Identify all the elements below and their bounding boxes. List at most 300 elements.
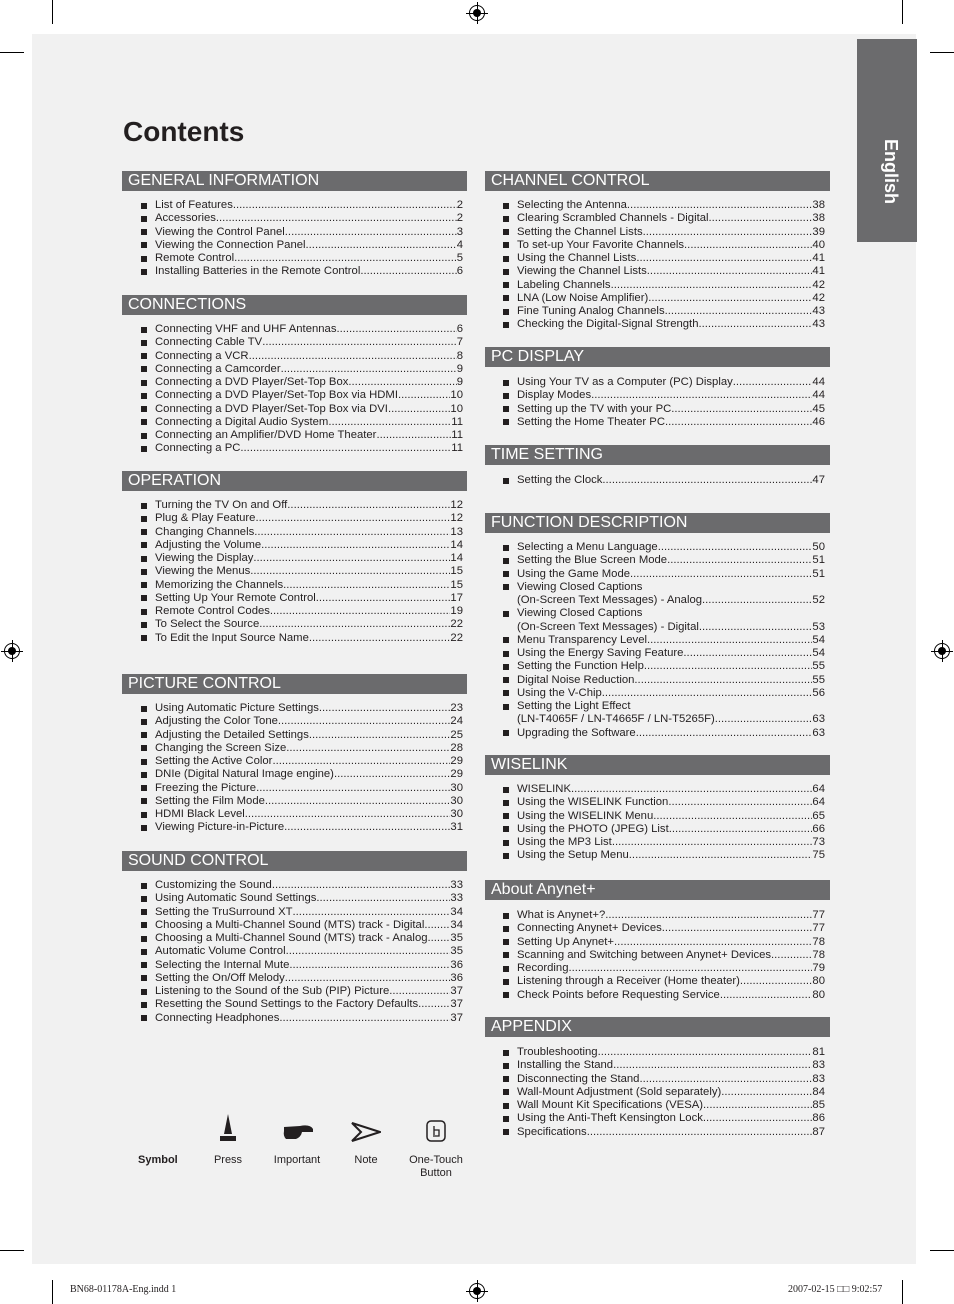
toc-page-number: 9 [456, 376, 463, 388]
toc-page-number: 24 [450, 715, 463, 728]
toc-entry-title: Setting the TruSurround XT [155, 905, 293, 918]
toc-entry[interactable] [141, 906, 463, 919]
toc-entry[interactable] [141, 892, 463, 905]
toc-page-number: 30 [450, 808, 463, 820]
language-tab [857, 39, 917, 242]
toc-entry[interactable] [141, 552, 463, 565]
toc-page-number: 37 [450, 998, 463, 1011]
toc-entry[interactable] [503, 265, 825, 278]
dot-leader [629, 849, 813, 862]
toc-entry-title: Plug & Play Feature [155, 512, 256, 525]
toc-entry[interactable] [503, 783, 825, 796]
section-heading: TIME SETTING [485, 445, 830, 465]
toc-page-number: 6 [456, 323, 463, 335]
section-heading: PC DISPLAY [485, 347, 830, 367]
dot-leader [698, 318, 812, 331]
toc-entry[interactable] [141, 579, 463, 592]
toc-entry[interactable] [503, 687, 825, 700]
toc-entry[interactable] [503, 607, 825, 634]
toc-page-number: 54 [812, 633, 825, 646]
dot-leader [254, 526, 450, 539]
crop-mark [930, 52, 954, 53]
registration-mark-icon [4, 643, 20, 659]
toc-page-number: 29 [450, 755, 463, 767]
toc-entry[interactable] [141, 795, 463, 808]
toc-page-number: 39 [812, 225, 825, 238]
dot-leader [319, 702, 451, 715]
toc-page-number: 64 [812, 796, 825, 809]
toc-page-number: 56 [812, 686, 825, 699]
toc-entry-title: Setting Up Anynet+ [517, 935, 615, 948]
section-heading: CHANNEL CONTROL [485, 171, 830, 191]
dot-leader [306, 239, 457, 252]
toc-entry[interactable] [141, 226, 463, 239]
toc-entry-title: Connecting VHF and UHF Antennas [155, 323, 337, 335]
toc-entry-title: To Edit the Input Source Name [155, 631, 309, 644]
section-heading: CONNECTIONS [122, 295, 467, 315]
toc-page-number: 53 [812, 620, 825, 633]
toc-entry-title: Installing the Stand [517, 1059, 614, 1072]
toc-entry[interactable] [141, 755, 463, 768]
dot-leader [771, 949, 812, 962]
toc-entry[interactable] [141, 212, 463, 225]
toc-page-number: 83 [812, 1072, 825, 1085]
dot-leader [284, 821, 450, 834]
toc-page-number: 17 [450, 591, 463, 604]
dot-leader [424, 919, 450, 932]
toc-entry-title-line1: Viewing Closed Captions [517, 580, 643, 593]
toc-entry[interactable] [503, 1046, 825, 1059]
toc-entry-title: Connecting an Amplifier/DVD Home Theater [155, 429, 377, 441]
toc-entry-title: Wall Mount Kit Specifications (VESA) [517, 1099, 704, 1111]
dot-leader [256, 782, 450, 795]
dot-leader [245, 808, 451, 821]
toc-entry[interactable] [503, 700, 825, 727]
toc-list [141, 323, 463, 456]
dot-leader [683, 647, 812, 660]
toc-entry-title: Connecting a DVD Player/Set-Top Box [155, 376, 349, 388]
toc-entry[interactable] [503, 1073, 825, 1086]
toc-page-number: 45 [812, 402, 825, 415]
toc-entry-title: Connecting a Digital Audio System [155, 415, 329, 428]
toc-entry-title: Selecting the Internal Mute [155, 958, 290, 971]
toc-entry-title: Checking the Digital-Signal Strength [517, 318, 699, 331]
toc-entry[interactable] [141, 389, 463, 402]
toc-entry-title: Check Points before Requesting Service [517, 988, 720, 1001]
section-heading: FUNCTION DESCRIPTION [485, 513, 830, 533]
toc-entry[interactable] [503, 389, 825, 402]
section-heading: WISELINK [485, 755, 830, 775]
toc-entry[interactable] [141, 821, 463, 834]
toc-entry-title: Troubleshooting [517, 1046, 598, 1058]
toc-entry[interactable] [141, 715, 463, 728]
toc-page-number: 7 [456, 336, 463, 349]
toc-entry-title: Setting the Film Mode [155, 794, 265, 807]
dot-leader [602, 474, 812, 487]
legend-label: One-Touch Button [409, 1154, 463, 1179]
crop-mark [930, 1250, 954, 1251]
toc-list [503, 541, 825, 740]
toc-list [141, 199, 463, 279]
toc-entry-title: Choosing a Multi-Channel Sound (MTS) track - Digital [155, 918, 425, 931]
toc-entry[interactable] [503, 975, 825, 988]
toc-entry-title: Listening through a Receiver (Home theater) [517, 975, 740, 988]
toc-entry[interactable] [503, 226, 825, 239]
toc-entry[interactable] [141, 363, 463, 376]
toc-entry[interactable] [141, 565, 463, 578]
toc-page-number: 65 [812, 809, 825, 822]
toc-entry-title: Connecting a PC [155, 442, 241, 455]
toc-entry-title-line2: (On-Screen Text Messages) - Digital [517, 620, 699, 633]
toc-entry-title [517, 700, 715, 727]
dot-leader [418, 998, 450, 1011]
toc-entry[interactable] [503, 989, 825, 1002]
toc-entry[interactable] [503, 810, 825, 823]
toc-entry[interactable] [503, 1126, 825, 1139]
toc-entry[interactable] [141, 323, 463, 336]
dot-leader [309, 632, 451, 645]
dot-leader [388, 403, 450, 416]
toc-entry[interactable] [141, 605, 463, 618]
toc-entry[interactable] [503, 727, 825, 740]
dot-leader [569, 962, 813, 975]
toc-entry[interactable] [503, 252, 825, 265]
dot-leader [255, 512, 450, 525]
toc-page-number: 42 [812, 278, 825, 291]
dot-leader [733, 376, 813, 389]
toc-entry-title: Viewing Picture-in-Picture [155, 821, 285, 834]
dot-leader [684, 239, 812, 252]
dot-leader [262, 336, 457, 349]
toc-page-number: 73 [812, 836, 825, 848]
dot-leader [279, 1012, 450, 1025]
toc-entry[interactable] [141, 985, 463, 998]
toc-page-number: 40 [812, 238, 825, 251]
dot-leader [287, 499, 450, 512]
toc-entry[interactable] [503, 212, 825, 225]
toc-entry[interactable] [141, 429, 463, 442]
toc-page-number: 2 [456, 212, 463, 225]
toc-page-number: 8 [456, 349, 463, 362]
toc-entry[interactable] [503, 962, 825, 975]
toc-page-number: 86 [812, 1112, 825, 1125]
crop-mark [52, 0, 53, 24]
toc-entry-title: Using the Anti-Theft Kensington Lock [517, 1112, 703, 1125]
dot-leader [636, 252, 812, 265]
dot-leader [571, 783, 812, 796]
toc-entry[interactable] [141, 442, 463, 455]
toc-entry-title: Setting up the TV with your PC [517, 402, 672, 415]
toc-page-number: 12 [450, 512, 463, 525]
toc-entry[interactable] [141, 252, 463, 265]
section-heading: OPERATION [122, 471, 467, 491]
toc-entry[interactable] [503, 634, 825, 647]
dot-leader [309, 729, 451, 742]
dot-leader [428, 932, 451, 945]
toc-entry-title: HDMI Black Level [155, 808, 245, 820]
toc-entry-title: Connecting a DVD Player/Set-Top Box via DVI [155, 402, 388, 415]
toc-entry[interactable] [503, 376, 825, 389]
toc-entry[interactable] [141, 592, 463, 605]
dot-leader [721, 1086, 812, 1099]
toc-entry[interactable] [141, 945, 463, 958]
toc-entry-title: WISELINK [517, 783, 571, 795]
toc-entry-title: Adjusting the Color Tone [155, 715, 278, 728]
dot-leader [360, 265, 456, 278]
toc-entry[interactable] [141, 265, 463, 278]
toc-entry[interactable] [503, 922, 825, 935]
toc-entry-title: Setting the Active Color [155, 755, 273, 767]
toc-entry[interactable] [141, 729, 463, 742]
toc-entry[interactable] [141, 919, 463, 932]
toc-page-number: 77 [812, 909, 825, 921]
toc-entry[interactable] [141, 539, 463, 552]
footer-file-name: BN68-01178A-Eng.indd 1 [70, 1284, 177, 1295]
toc-entry-title: Specifications [517, 1125, 587, 1138]
toc-entry-title-line2: (LN-T4065F / LN-T4665F / LN-T5265F) [517, 713, 715, 726]
important-hand-icon [282, 1122, 314, 1140]
toc-entry-title: Connecting Cable TV [155, 336, 263, 349]
dot-leader [653, 810, 812, 823]
toc-entry-title: Using the WISELINK Menu [517, 809, 654, 822]
toc-entry[interactable] [141, 416, 463, 429]
toc-entry[interactable] [503, 581, 825, 608]
toc-page-number: 42 [812, 291, 825, 304]
dot-leader [234, 252, 457, 265]
toc-page-number: 2 [456, 199, 463, 211]
toc-entry[interactable] [503, 292, 825, 305]
section-heading: SOUND CONTROL [122, 851, 467, 871]
toc-entry[interactable] [141, 239, 463, 252]
dot-leader [285, 226, 457, 239]
dot-leader [665, 305, 813, 318]
toc-entry[interactable] [503, 554, 825, 567]
toc-entry-title: Changing the Screen Size [155, 741, 287, 754]
toc-entry-title: Listening to the Sound of the Sub (PIP) Picture [155, 985, 390, 997]
legend-label: Press [213, 1154, 243, 1166]
dot-leader [699, 621, 813, 634]
toc-entry[interactable] [503, 199, 825, 212]
dot-leader [398, 389, 450, 402]
toc-page-number: 55 [812, 673, 825, 686]
toc-entry[interactable] [503, 318, 825, 331]
toc-entry[interactable] [503, 568, 825, 581]
toc-page-number: 80 [812, 975, 825, 988]
toc-entry-title: Changing Channels [155, 525, 255, 538]
toc-entry[interactable] [503, 647, 825, 660]
toc-entry[interactable] [141, 1012, 463, 1025]
toc-entry[interactable] [141, 632, 463, 645]
dot-leader [285, 972, 451, 985]
toc-page-number: 23 [450, 702, 463, 714]
toc-page-number: 83 [812, 1059, 825, 1072]
dot-leader [253, 552, 450, 565]
toc-page-number: 11 [451, 429, 463, 441]
toc-entry[interactable] [503, 836, 825, 849]
toc-page-number: 75 [812, 849, 825, 862]
dot-leader [702, 594, 812, 607]
toc-entry[interactable] [503, 1099, 825, 1112]
toc-entry[interactable] [503, 239, 825, 252]
crop-mark [52, 1280, 53, 1304]
toc-entry-title: To Select the Source [155, 618, 260, 631]
toc-page-number: 77 [812, 922, 825, 935]
toc-entry-title: Using the WISELINK Function [517, 796, 669, 809]
toc-entry[interactable] [141, 499, 463, 512]
toc-entry[interactable] [141, 768, 463, 781]
toc-page-number: 44 [812, 376, 825, 388]
toc-entry-title-line1: Setting the Light Effect [517, 700, 631, 712]
toc-entry[interactable] [141, 808, 463, 821]
toc-page-number: 47 [812, 474, 825, 486]
toc-page-number: 36 [450, 971, 463, 984]
toc-page-number: 51 [812, 567, 825, 580]
toc-entry[interactable] [141, 512, 463, 525]
toc-entry-title: Using the Setup Menu [517, 849, 629, 862]
toc-entry[interactable] [503, 936, 825, 949]
toc-entry-title-line2: (On-Screen Text Messages) - Analog [517, 594, 703, 606]
toc-entry-title: Wall-Mount Adjustment (Sold separately) [517, 1085, 722, 1098]
dot-leader [272, 755, 450, 768]
dot-leader [281, 363, 457, 376]
toc-entry-title: Automatic Volume Control [155, 945, 286, 958]
toc-entry[interactable] [141, 618, 463, 631]
toc-page-number: 44 [812, 389, 825, 402]
dot-leader [286, 742, 450, 755]
toc-entry[interactable] [503, 949, 825, 962]
toc-entry[interactable] [503, 660, 825, 673]
legend-symbol-label: Symbol [138, 1154, 178, 1166]
toc-page-number: 51 [812, 554, 825, 567]
toc-page-number: 79 [812, 962, 825, 974]
toc-page-number: 64 [812, 783, 825, 795]
toc-entry-title: Setting the On/Off Melody [155, 971, 285, 984]
dot-leader [316, 892, 450, 905]
dot-leader [648, 292, 812, 305]
toc-entry[interactable] [141, 376, 463, 389]
toc-entry[interactable] [503, 416, 825, 429]
crop-mark [902, 1280, 903, 1304]
registration-mark-icon [469, 1283, 485, 1299]
toc-entry[interactable] [503, 403, 825, 416]
toc-page-number: 36 [450, 958, 463, 971]
dot-leader [598, 1046, 813, 1059]
toc-page-number: 41 [812, 252, 825, 264]
toc-entry[interactable] [141, 742, 463, 755]
toc-entry-title: Connecting a DVD Player/Set-Top Box via HDMI [155, 389, 398, 402]
toc-page-number: 9 [456, 362, 463, 375]
toc-entry-title: Connecting a Camcorder [155, 362, 281, 375]
toc-entry[interactable] [503, 1112, 825, 1125]
toc-entry[interactable] [503, 541, 825, 554]
toc-entry[interactable] [141, 199, 463, 212]
toc-page-number: 4 [456, 238, 463, 251]
toc-entry[interactable] [503, 305, 825, 318]
toc-entry-title: Setting the Clock [517, 474, 603, 486]
toc-entry-title: Viewing the Channel Lists [517, 265, 647, 278]
dot-leader [611, 279, 813, 292]
toc-entry[interactable] [141, 350, 463, 363]
toc-entry[interactable] [503, 1086, 825, 1099]
dot-leader [647, 265, 813, 278]
toc-entry[interactable] [141, 526, 463, 539]
toc-entry[interactable] [503, 279, 825, 292]
toc-entry[interactable] [503, 474, 825, 487]
toc-entry-title: Using the MP3 List [517, 836, 612, 848]
toc-entry[interactable] [503, 796, 825, 809]
toc-entry[interactable] [141, 336, 463, 349]
toc-entry[interactable] [141, 959, 463, 972]
toc-entry-title: Installing Batteries in the Remote Control [155, 265, 361, 278]
dot-leader [286, 945, 451, 958]
dot-leader [591, 389, 812, 402]
one-touch-button-icon [426, 1120, 446, 1142]
dot-leader [265, 795, 451, 808]
dot-leader [376, 429, 451, 442]
toc-entry-title: Using the PHOTO (JPEG) List [517, 822, 669, 835]
toc-entry-title: Choosing a Multi-Channel Sound (MTS) track - Analog [155, 932, 428, 944]
registration-mark-icon [934, 643, 950, 659]
dot-leader [665, 416, 812, 429]
toc-page-number: 34 [450, 918, 463, 931]
dot-leader [289, 959, 450, 972]
toc-list [503, 199, 825, 332]
toc-entry[interactable] [503, 1059, 825, 1072]
dot-leader [278, 715, 451, 728]
dot-leader [389, 985, 450, 998]
toc-entry-title: Using the Channel Lists [517, 252, 637, 264]
toc-entry[interactable] [141, 998, 463, 1011]
toc-entry[interactable] [141, 403, 463, 416]
dot-leader [348, 376, 456, 389]
toc-page-number: 11 [451, 442, 463, 455]
dot-leader [249, 350, 457, 363]
dot-leader [740, 975, 813, 988]
toc-page-number: 55 [812, 660, 825, 673]
toc-entry[interactable] [503, 849, 825, 862]
toc-entry-title: Setting Up Your Remote Control [155, 591, 316, 604]
toc-entry-title: Digital Noise Reduction [517, 673, 635, 686]
toc-entry[interactable] [141, 932, 463, 945]
toc-entry[interactable] [503, 909, 825, 922]
toc-entry-title: Setting the Function Help [517, 660, 644, 673]
page-title: Contents [123, 116, 245, 147]
dot-leader [658, 541, 813, 554]
toc-page-number: 87 [812, 1125, 825, 1138]
toc-entry-title: Viewing the Display [155, 552, 254, 564]
toc-entry-title: Labeling Channels [517, 278, 611, 291]
toc-page-number: 15 [450, 565, 463, 578]
toc-entry[interactable] [141, 702, 463, 715]
toc-entry-title: Accessories [155, 212, 216, 225]
toc-page-number: 14 [450, 538, 463, 551]
toc-entry[interactable] [503, 674, 825, 687]
dot-leader [671, 403, 812, 416]
dot-leader [259, 618, 450, 631]
toc-entry-title: Connecting Headphones [155, 1011, 280, 1024]
legend-label: Important [273, 1154, 321, 1166]
toc-entry[interactable] [141, 879, 463, 892]
toc-entry[interactable] [141, 782, 463, 795]
toc-entry-title: Setting the Home Theater PC [517, 415, 665, 428]
toc-page-number: 63 [812, 713, 825, 726]
toc-entry[interactable] [503, 823, 825, 836]
dot-leader [703, 1112, 813, 1125]
toc-entry-title: Freezing the Picture [155, 781, 257, 794]
toc-entry-title: LNA (Low Noise Amplifier) [517, 291, 649, 304]
toc-entry[interactable] [141, 972, 463, 985]
toc-entry-title: Menu Transparency Level [517, 633, 647, 646]
